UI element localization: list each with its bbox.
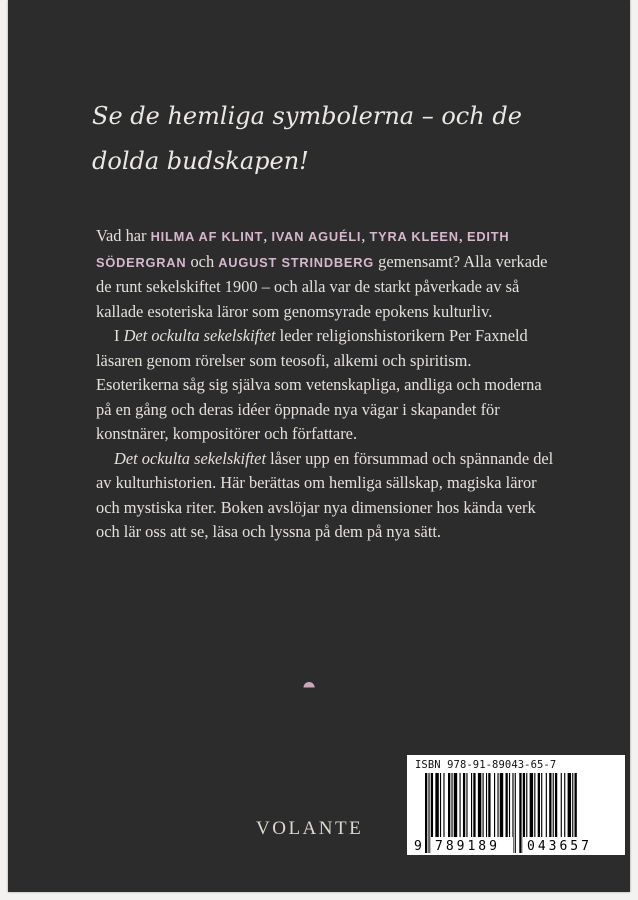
barcode-bar — [425, 773, 427, 853]
isbn-number: ISBN 978-91-89043-65-7 — [415, 759, 557, 771]
tagline-line-2: dolda budskapen! — [92, 147, 309, 175]
barcode-bar — [515, 773, 516, 853]
blurb — [96, 224, 556, 545]
text-run: , — [458, 226, 467, 245]
barcode-digits-group-1: 789189 — [435, 839, 500, 853]
text-run: Vad har — [96, 226, 151, 245]
barcode-digits-group-2: 043657 — [527, 839, 592, 853]
text-run: låser upp en försummad och spännande del av kulturhistorien. Här berättas om hemliga sällskap, magiska läror och mystiska riter. Boken avslöjar nya dimensioner hos kända verk och lär oss att se, läsa och lyssna på dem på nya sätt. — [96, 448, 554, 541]
text-run: I — [114, 326, 124, 345]
barcode-bar — [519, 773, 521, 853]
text-run: och — [186, 251, 219, 271]
name-tyra-kleen: TYRA KLEEN — [369, 229, 459, 244]
barcode-digit-prefix: 9 — [414, 839, 422, 853]
blurb-paragraph-2 — [96, 324, 556, 447]
text-run: gemensamt? Alla verkade de runt sekelskiftet 1900 – och alla var de starkt påverkade av så kallade esoteriska läror som genomsyrade epokens kulturliv. — [96, 251, 548, 321]
book-title: Det ockulta sekelskiftet — [123, 326, 276, 345]
back-cover — [8, 0, 630, 892]
text-run: leder religionshistorikern Per Faxneld läsaren genom rörelser som teosofi, alkemi och spiritism. Esoterikerna såg sig själva som vetenskapliga, andliga och moderna på en gång och deras idéer öppnade nya vägar i skapandet för konstnärer, kompositörer och författare. — [96, 326, 542, 443]
name-hilma-af-klint: HILMA AF KLINT — [150, 229, 264, 244]
blurb-paragraph-3 — [96, 447, 556, 545]
publisher-name: VOLANTE — [256, 818, 364, 839]
tagline — [92, 94, 532, 184]
name-ivan-agueli: IVAN AGUÉLI — [271, 229, 362, 244]
text-run: , — [263, 226, 272, 245]
barcode-bar — [428, 773, 429, 853]
ornament-icon: ⯊ — [303, 679, 315, 697]
barcode-label — [407, 755, 625, 855]
barcode-icon — [413, 773, 619, 853]
name-edith-sodergran: EDITH SÖDERGRAN — [96, 229, 510, 270]
book-title: Det ockulta sekelskiftet — [114, 448, 267, 468]
text-run: , — [361, 226, 370, 245]
tagline-line-1: Se de hemliga symbolerna – och de — [92, 102, 522, 130]
blurb-paragraph-intro — [96, 224, 556, 324]
name-august-strindberg: AUGUST STRINDBERG — [218, 254, 375, 270]
